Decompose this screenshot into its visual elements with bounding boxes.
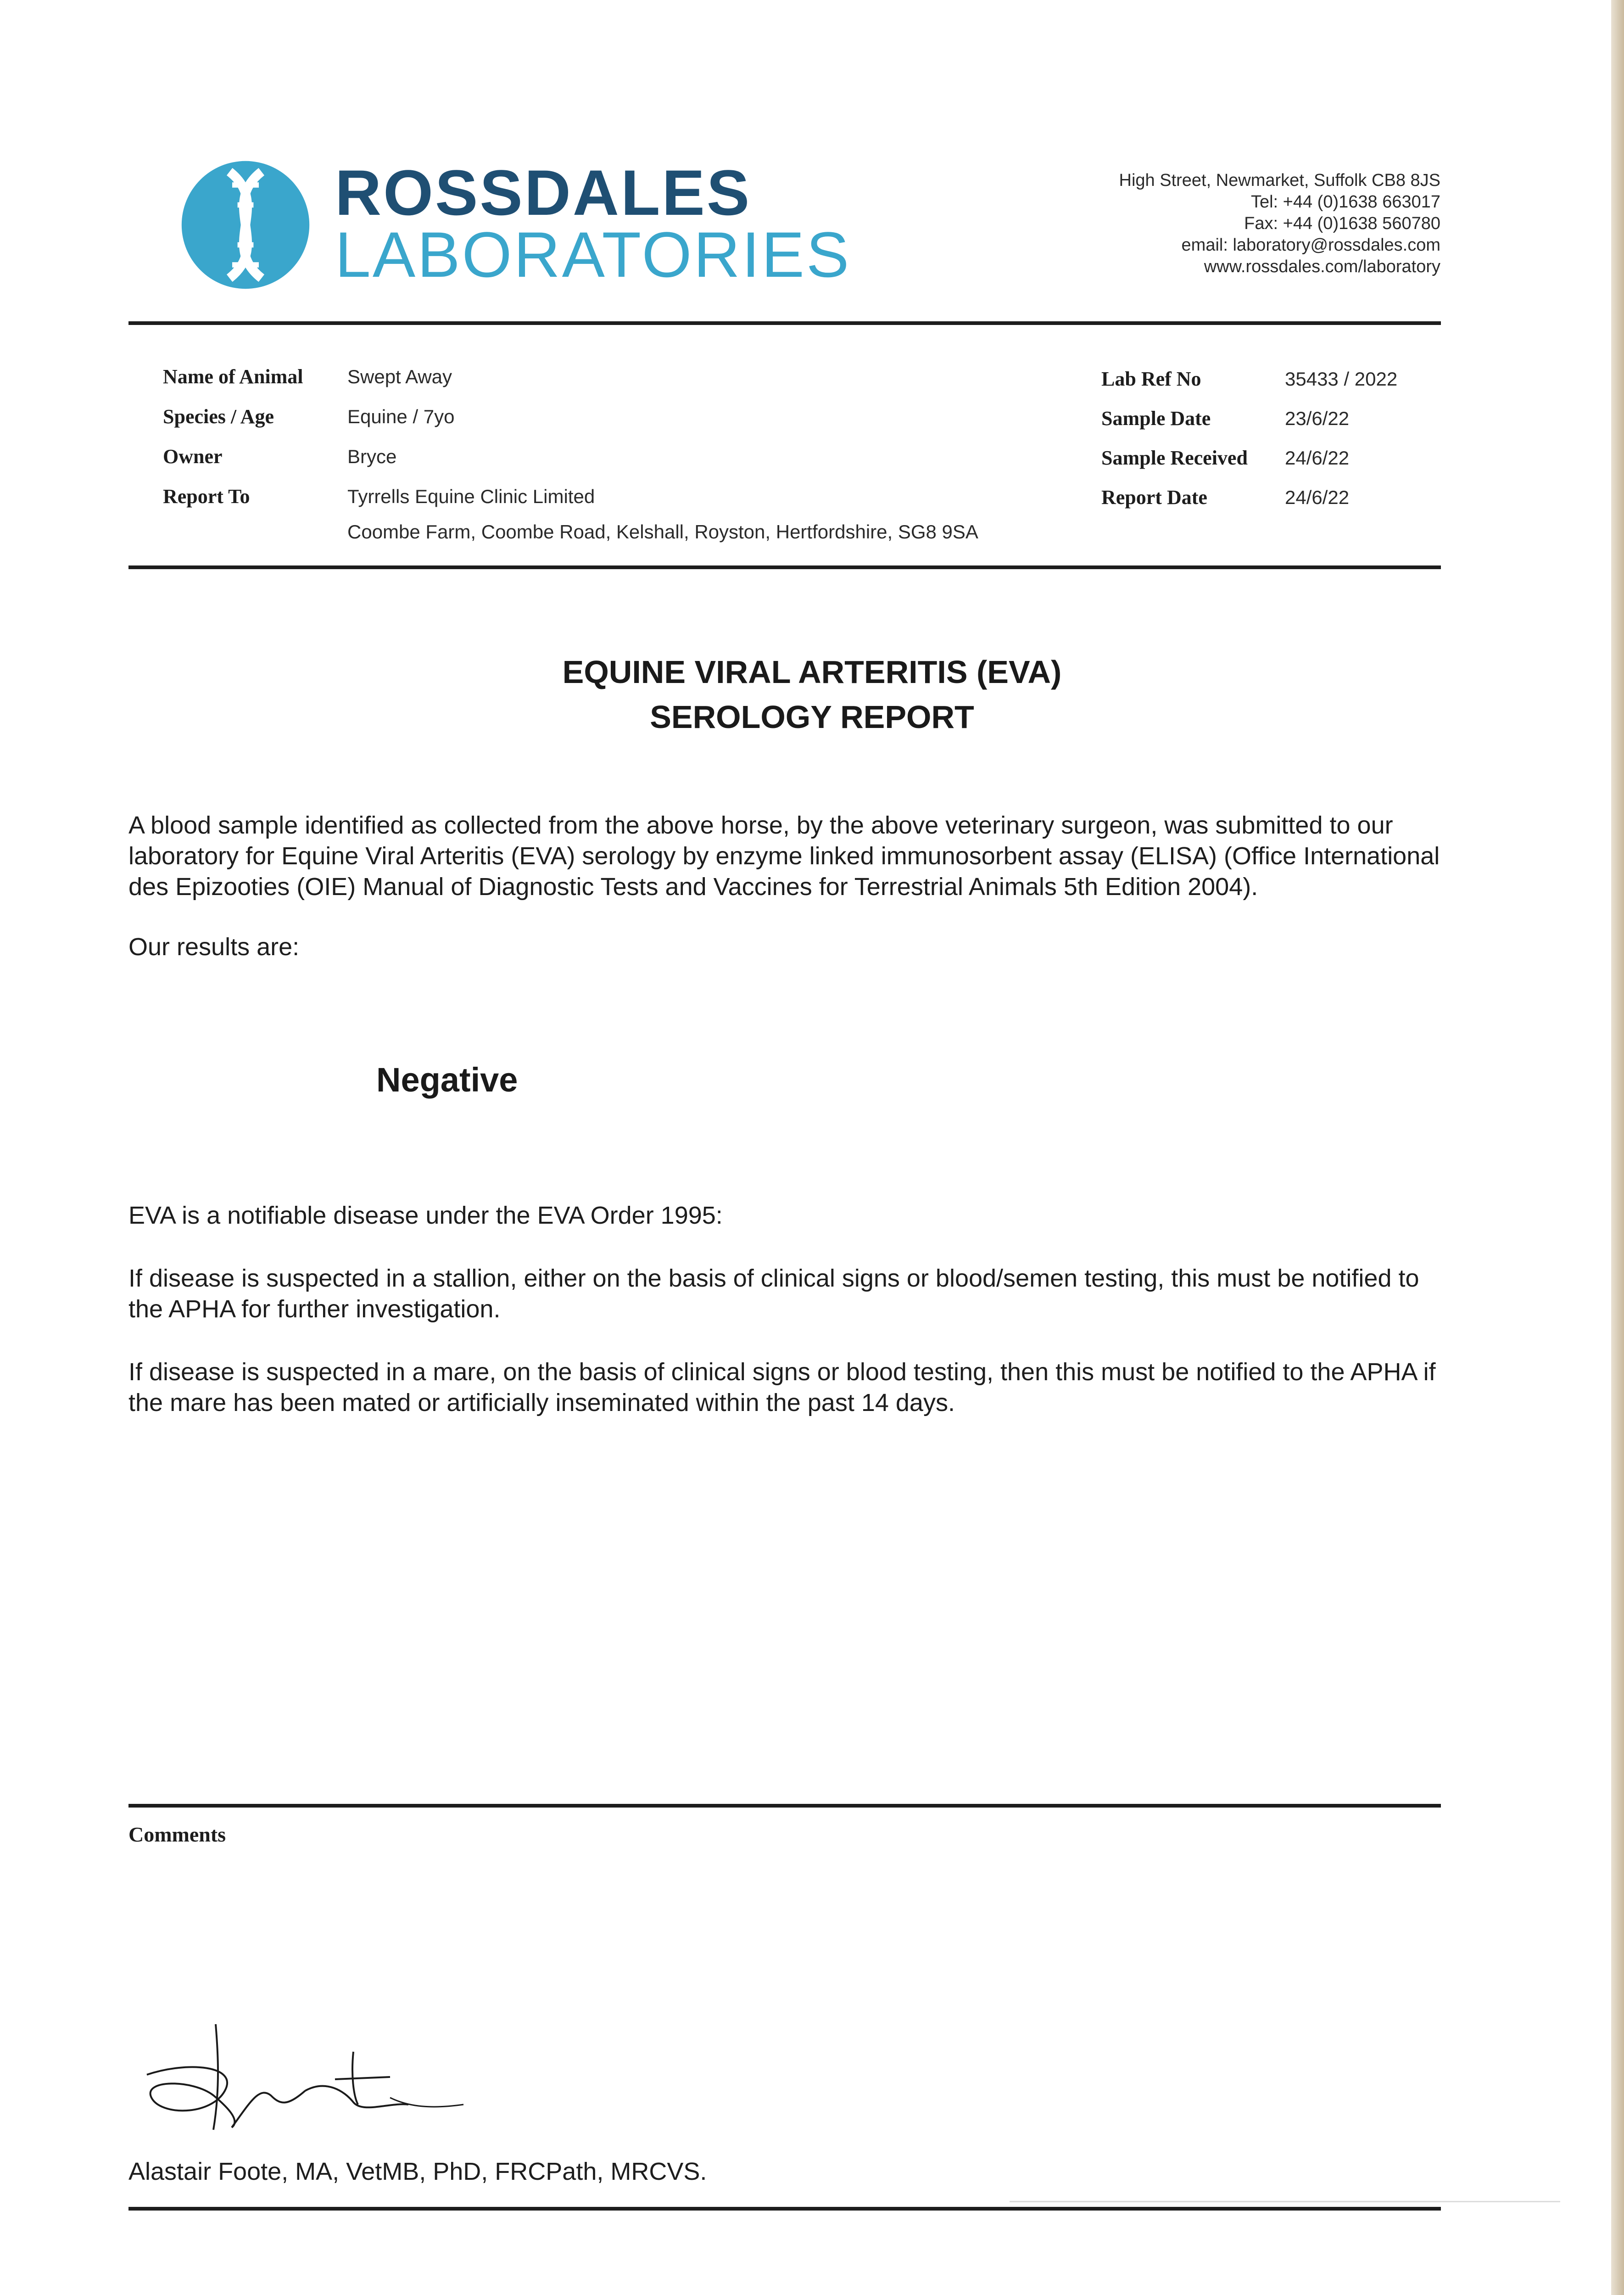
brand-subname: LABORATORIES xyxy=(335,218,851,291)
contact-email: email: laboratory@rossdales.com xyxy=(1181,235,1440,255)
notifiable-statement: EVA is a notifiable disease under the EVA Order 1995: xyxy=(128,1202,723,1229)
scan-edge xyxy=(1611,0,1624,2295)
contact-tel: Tel: +44 (0)1638 663017 xyxy=(1250,192,1440,212)
header-divider xyxy=(128,321,1441,325)
signer-name: Alastair Foote, MA, VetMB, PhD, FRCPath, MRCVS. xyxy=(128,2158,707,2185)
owner-value: Bryce xyxy=(347,446,397,467)
sample-date-value: 23/6/22 xyxy=(1285,408,1350,429)
sample-date-label: Sample Date xyxy=(1101,407,1211,430)
sample-received-label: Sample Received xyxy=(1101,447,1248,469)
report-to-label: Report To xyxy=(163,485,250,508)
mare-note: If disease is suspected in a mare, on the basis of clinical signs or blood testing, then this must be notified to the APHA if the mare has been mated or artificially inseminated within the past 14 days. xyxy=(128,1358,1436,1416)
results-intro: Our results are: xyxy=(128,933,300,961)
comments-divider xyxy=(128,1804,1441,1808)
result-value: Negative xyxy=(376,1061,518,1099)
report-title xyxy=(0,649,1624,739)
sample-received-value: 24/6/22 xyxy=(1285,447,1350,469)
report-title-line1: EQUINE VIRAL ARTERITIS (EVA) xyxy=(562,654,1062,690)
dna-helix-icon xyxy=(179,158,312,291)
lab-ref-value: 35433 / 2022 xyxy=(1285,368,1398,390)
lab-ref-label: Lab Ref No xyxy=(1101,368,1201,390)
contact-address: High Street, Newmarket, Suffolk CB8 8JS xyxy=(1119,171,1440,190)
report-date-label: Report Date xyxy=(1101,486,1207,509)
contact-website: www.rossdales.com/laboratory xyxy=(1204,257,1440,276)
footer-divider xyxy=(128,2207,1441,2211)
stallion-note: If disease is suspected in a stallion, either on the basis of clinical signs or blood/semen testing, this must be notified to the APHA for further investigation. xyxy=(128,1265,1419,1323)
species-age-value: Equine / 7yo xyxy=(347,406,455,427)
signature xyxy=(133,2010,482,2148)
report-to-value: Tyrrells Equine Clinic Limited xyxy=(347,486,595,507)
report-date-value: 24/6/22 xyxy=(1285,487,1350,508)
details-divider xyxy=(128,565,1441,569)
name-of-animal-value: Swept Away xyxy=(347,366,452,387)
owner-label: Owner xyxy=(163,445,223,468)
name-of-animal-label: Name of Animal xyxy=(163,365,303,388)
species-age-label: Species / Age xyxy=(163,405,274,428)
intro-paragraph: A blood sample identified as collected from the above horse, by the above veterinary surgeon, was submitted to our laboratory for Equine Viral Arteritis (EVA) serology by enzyme linked immunosorbent assay (ELISA) (Office International des Epizooties (OIE) Manual of Diagnostic Tests and Vaccines for Terrestrial Animals 5th Edition 2004). xyxy=(128,812,1440,901)
faint-line xyxy=(1010,2201,1560,2202)
brand-name: ROSSDALES xyxy=(335,157,752,229)
contact-fax: Fax: +44 (0)1638 560780 xyxy=(1244,214,1440,233)
report-to-address: Coombe Farm, Coombe Road, Kelshall, Royston, Hertfordshire, SG8 9SA xyxy=(347,521,978,543)
contact-block xyxy=(1119,170,1440,278)
report-title-line2: SEROLOGY REPORT xyxy=(650,699,974,735)
comments-label: Comments xyxy=(128,1823,226,1846)
